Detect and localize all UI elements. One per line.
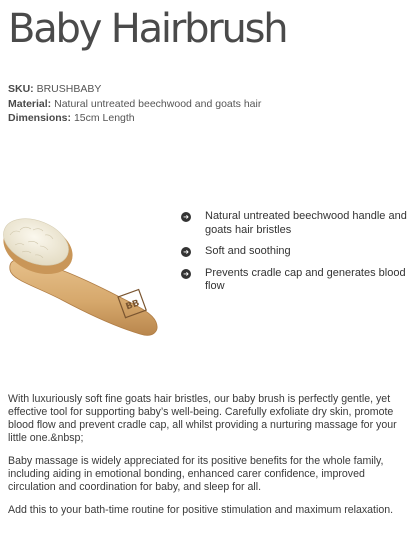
product-description (8, 393, 412, 527)
sku-label: SKU: (8, 83, 34, 95)
product-title: Baby Hairbrush (8, 6, 287, 52)
feature-text: Prevents cradle cap and generates blood flow (205, 266, 406, 292)
hairbrush-illustration (0, 200, 175, 350)
dimensions-value: 15cm Length (73, 112, 135, 124)
sku-row (8, 82, 261, 97)
feature-item (180, 267, 410, 294)
feature-list (180, 210, 410, 302)
dimensions-label: Dimensions: (8, 112, 72, 124)
arrow-circle-icon: ➜ (181, 247, 191, 257)
material-label: Material: (8, 97, 52, 110)
arrow-circle-icon: ➜ (181, 212, 191, 222)
feature-text: Natural untreated beechwood handle and goats hair bristles (205, 210, 407, 236)
material-row (8, 97, 261, 112)
material-value: Natural untreated beechwood and goats hair (54, 97, 262, 110)
product-specs (8, 82, 261, 126)
brand-stamp-mark: BB (124, 298, 141, 313)
arrow-circle-icon: ➜ (181, 269, 191, 279)
description-paragraph: Baby massage is widely appreciated for its positive benefits for the whole family, including aiding in emotional bonding, enhanced carer confidence, improved circulation and coordination for baby, and sleep for all. (8, 455, 384, 493)
dimensions-row (8, 111, 261, 126)
feature-item (180, 210, 410, 237)
description-paragraph: Add this to your bath-time routine for positive stimulation and maximum relaxation. (8, 504, 394, 516)
sku-value: BRUSHBABY (36, 83, 102, 95)
feature-text: Soft and soothing (205, 245, 291, 257)
description-paragraph: With luxuriously soft fine goats hair bristles, our baby brush is perfectly gentle, yet effective tool for supporting baby’s well-being. Carefully exfoliate dry skin, promote blood flow and prevent cradle cap, all whilst providing a nurturing massage for your little one.&nbsp; (8, 393, 397, 444)
product-image (0, 200, 175, 350)
feature-item (180, 245, 410, 259)
